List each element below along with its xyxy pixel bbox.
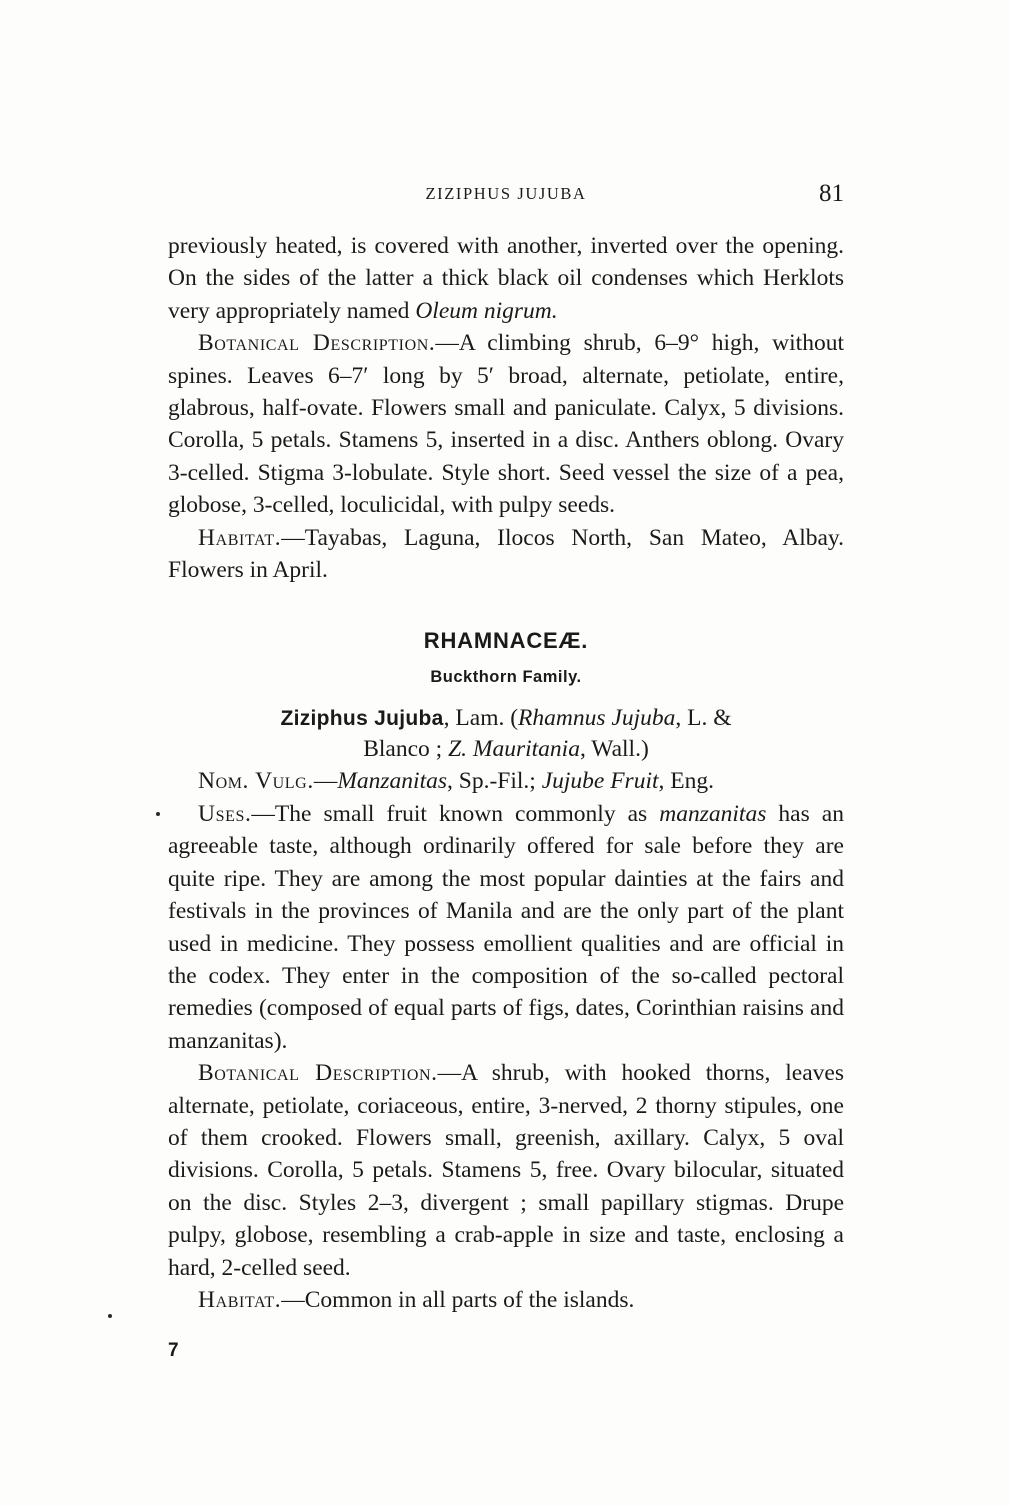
print-speck-lower <box>108 1314 112 1318</box>
nom-vulg-post: , Eng. <box>658 768 714 795</box>
oleum-nigrum-italic: Oleum nigrum. <box>415 297 558 324</box>
botanical-description-text-2: —A shrub, with hooked thorns, leaves alternate, petiolate, coriaceous, entire, 3-nerved, 2 thorny stipules, one of them crooked. Flowers small, greenish, axillary. Calyx, 5 oval divisions. Corolla, 5 petals. Stamens 5, free. Ovary bilocular, situated on the disc. Styles 2–3, divergent ; small papillary stigmas. Drupe pulpy, globose, resembling a crab-apple in size and taste, enclosing a hard, 2-celled seed. <box>168 1060 844 1281</box>
botanical-description-label-2: Botanical Description. <box>198 1060 438 1087</box>
botanical-description-label-1: Botanical Description. <box>198 330 436 357</box>
paragraph-botanical-description-1 <box>168 327 844 521</box>
species-author: , Lam. ( <box>443 705 519 732</box>
family-name: RHAMNACEÆ. <box>423 628 589 654</box>
species-synonym-1: Rhamnus Jujuba <box>518 705 676 732</box>
nom-vulg-italic-1: Manzanitas <box>337 768 447 795</box>
family-common-name: Buckthorn Family. <box>430 668 582 687</box>
species-synonym-2: Z. Mauritania <box>448 736 580 763</box>
uses-text-post: has an agreeable taste, although ordinarily offered for sale before they are quite ripe. They are among the most popular dainties at the fairs and festivals in the provinces of Manila and are the only part of the plant used in medicine. They possess emollient qualities and are official in the codex. They enter in the composition of the so-called pectoral remedies (composed of equal parts of figs, dates, Corinthian raisins and manzanitas). <box>168 800 844 1054</box>
running-head-title: ZIZIPHUS JUJUBA <box>425 184 587 203</box>
habitat-label-1: Habitat. <box>198 524 282 551</box>
page-content <box>168 180 845 1362</box>
family-heading-block <box>168 628 844 765</box>
nom-vulg-label: Nom. Vulg. <box>198 768 314 795</box>
species-heading <box>168 703 844 734</box>
uses-italic-manzanitas: manzanitas <box>659 800 767 827</box>
paragraph-opening-line3: which Herklots very appropriately named <box>168 265 844 324</box>
page-number: 81 <box>819 180 844 207</box>
paragraph-habitat-2 <box>168 1284 844 1316</box>
habitat-label-2: Habitat. <box>198 1286 282 1313</box>
species-name: Ziziphus Jujuba <box>280 707 444 731</box>
paragraph-opening <box>168 230 844 327</box>
paragraph-opening-line1: previously heated, is covered with another, inverted over the <box>168 233 755 259</box>
nom-vulg-italic-2: Jujube Fruit <box>541 768 659 795</box>
uses-text-pre: —The small fruit known commonly as <box>251 800 660 827</box>
habitat-text-2: —Common in all parts of the islands. <box>281 1286 635 1313</box>
paragraph-nom-vulg <box>168 765 844 797</box>
habitat-text-1: —Tayabas, Laguna, Ilocos North, San Mateo, Albay. Flowers in April. <box>168 524 844 584</box>
paragraph-uses <box>168 798 844 1057</box>
running-head <box>168 180 844 214</box>
nom-vulg-dash: — <box>313 768 338 795</box>
species-heading-line2 <box>168 734 844 765</box>
paragraph-habitat-1 <box>168 522 844 587</box>
uses-label: Uses. <box>198 800 252 827</box>
paragraph-botanical-description-2 <box>168 1057 844 1284</box>
species-synonym-mid: , L. & <box>675 705 732 732</box>
species-line2-post: , Wall.) <box>579 736 649 763</box>
botanical-description-text-1: —A climbing shrub, 6–9° high, without spines. Leaves 6–7′ long by 5′ broad, alternate, petiolate, entire, glabrous, half-ovate. Flowers small and paniculate. Calyx, 5 divisions. Corolla, 5 petals. Stamens 5, inserted in a disc. Anthers oblong. Ovary 3-celled. Stigma 3-lobulate. Style short. Seed vessel the size of a pea, globose, 3-celled, loculicidal, with pulpy seeds. <box>168 330 844 519</box>
nom-vulg-mid: , Sp.-Fil.; <box>447 768 542 795</box>
signature-mark: 7 <box>168 1340 179 1362</box>
species-line2-pre: Blanco ; <box>363 736 449 763</box>
print-speck-upper <box>156 812 160 816</box>
paragraph-opening-line2: opening. On the sides of the latter a thick black oil condenses <box>168 233 845 292</box>
